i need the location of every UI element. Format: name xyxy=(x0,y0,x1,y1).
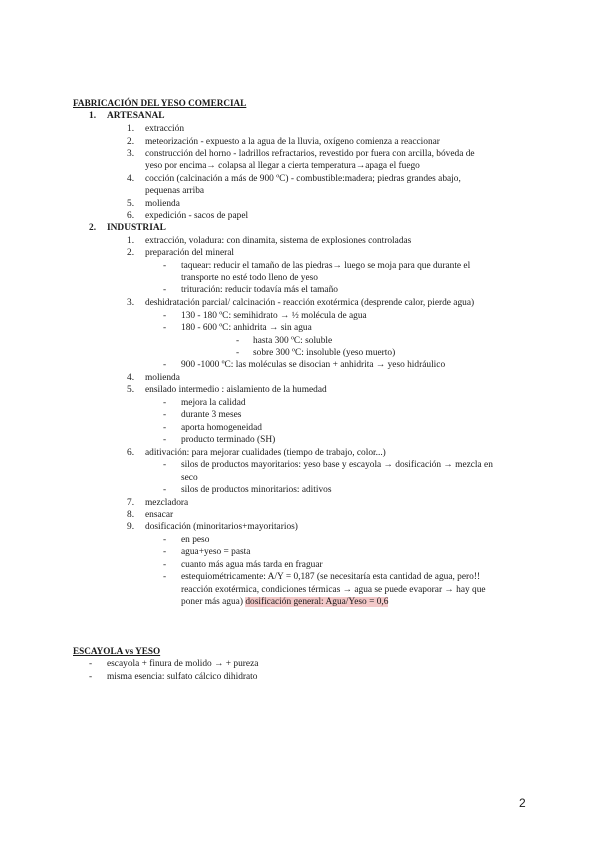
list-number: 7. xyxy=(127,498,135,508)
bullet-item: cuanto más agua más tarda en fraguar xyxy=(181,560,323,570)
list-item: meteorización - expuesto a la agua de la lluvia, oxígeno comienza a reaccionar xyxy=(145,137,440,147)
bullet-dash: - xyxy=(163,460,167,470)
bullet-item: 130 - 180 ºC: semihidrato → ½ molécula de agua xyxy=(181,311,367,321)
page-number: 2 xyxy=(519,796,526,810)
bullet-dash: - xyxy=(163,485,167,495)
list-number: 3. xyxy=(127,149,135,159)
list-number: 8. xyxy=(127,510,135,520)
bullet-dash: - xyxy=(163,410,167,420)
bullet-dash: - xyxy=(163,398,167,408)
bullet-dash: - xyxy=(163,285,167,295)
bullet-dash: - xyxy=(89,672,93,682)
bullet-item: en peso xyxy=(181,535,210,545)
list-item: cocción (calcinación a más de 900 ºC) - combustible:madera; piedras grandes abajo, xyxy=(145,174,461,184)
bullet-item-continuation: transporte no esté todo lleno de yeso xyxy=(181,273,318,283)
bullet-item: misma esencia: sulfato cálcico dihidrato xyxy=(107,672,258,682)
section-heading-escayola: ESCAYOLA vs YESO xyxy=(73,646,161,656)
bullet-item: silos de productos minoritarios: aditivos xyxy=(181,485,332,495)
list-number: 4. xyxy=(127,174,135,184)
bullet-dash: - xyxy=(236,336,240,346)
list-item: dosificación (minoritarios+mayoritarios) xyxy=(145,522,298,532)
list-number: 6. xyxy=(127,211,135,221)
list-number: 3. xyxy=(127,298,135,308)
bullet-subitem: hasta 300 ºC: soluble xyxy=(253,336,333,346)
list-number: 2. xyxy=(127,137,135,147)
bullet-item: mejora la calidad xyxy=(181,398,246,408)
list-item: extracción, voladura: con dinamita, sistema de explosiones controladas xyxy=(145,236,412,246)
bullet-dash: - xyxy=(163,547,167,557)
bullet-item-text: poner más agua) xyxy=(181,597,243,607)
list-item: construcción del horno - ladrillos refractarios, revestido por fuera con arcilla, bóveda de xyxy=(145,149,475,159)
list-number: 2. xyxy=(127,248,135,258)
bullet-item-continuation xyxy=(181,596,388,609)
bullet-item: trituración: reducir todavía más el tamaño xyxy=(181,285,338,295)
subsection-title-artesanal: ARTESANAL xyxy=(107,111,165,121)
list-number: 1. xyxy=(127,124,135,134)
list-number: 6. xyxy=(127,448,135,458)
list-item: mezcladora xyxy=(145,498,189,508)
section-heading-fabricacion: FABRICACIÓN DEL YESO COMERCIAL xyxy=(73,98,247,108)
bullet-item: durante 3 meses xyxy=(181,410,242,420)
list-number: 5. xyxy=(127,199,135,209)
list-item: expedición - sacos de papel xyxy=(145,211,249,221)
list-item-continuation: pequenas arriba xyxy=(145,186,205,196)
bullet-item-continuation: seco xyxy=(181,473,198,483)
bullet-item: estequiométricamente: A/Y = 0,187 (se necesitaría esta cantidad de agua, pero!! xyxy=(181,572,481,582)
bullet-item-continuation: reacción exotérmica, condiciones térmicas → agua se puede evaporar → hay que xyxy=(181,585,486,595)
bullet-item: aporta homogeneidad xyxy=(181,423,262,433)
bullet-dash: - xyxy=(89,659,93,669)
subsection-title-industrial: INDUSTRIAL xyxy=(107,223,166,233)
bullet-dash: - xyxy=(163,261,167,271)
bullet-dash: - xyxy=(163,535,167,545)
bullet-item: escayola + finura de molido → + pureza xyxy=(107,659,259,669)
bullet-dash: - xyxy=(163,323,167,333)
bullet-item: producto terminado (SH) xyxy=(181,435,276,445)
list-item: aditivación: para mejorar cualidades (tiempo de trabajo, color...) xyxy=(145,448,386,458)
bullet-dash: - xyxy=(163,311,167,321)
list-item: molienda xyxy=(145,373,180,383)
bullet-item: silos de productos mayoritarios: yeso base y escayola → dosificación → mezcla en xyxy=(181,460,493,470)
list-item: extracción xyxy=(145,124,185,134)
bullet-dash: - xyxy=(163,423,167,433)
list-number: 2. xyxy=(89,223,97,233)
bullet-item: 900 -1000 ºC: las moléculas se disocian + anhidrita → yeso hidráulico xyxy=(181,360,446,370)
list-number: 4. xyxy=(127,373,135,383)
list-item: ensacar xyxy=(145,510,174,520)
bullet-item: agua+yeso = pasta xyxy=(181,547,251,557)
list-item: ensilado intermedio : aislamiento de la humedad xyxy=(145,385,327,395)
list-item: deshidratación parcial/ calcinación - reacción exotérmica (desprende calor, pierde agua) xyxy=(145,298,475,308)
bullet-dash: - xyxy=(163,435,167,445)
bullet-dash: - xyxy=(236,348,240,358)
bullet-subitem: sobre 300 ºC: insoluble (yeso muerto) xyxy=(253,348,396,358)
bullet-item: taquear: reducir el tamaño de las piedras→ luego se moja para que durante el xyxy=(181,261,471,271)
list-item-continuation: yeso por encima→ colapsa al llegar a cierta temperatura→apaga el fuego xyxy=(145,161,420,171)
list-item: preparación del mineral xyxy=(145,248,235,258)
highlighted-text: dosificación general: Agua/Yeso = 0,6 xyxy=(245,597,389,607)
list-number: 9. xyxy=(127,522,135,532)
bullet-dash: - xyxy=(163,360,167,370)
bullet-dash: - xyxy=(163,572,167,582)
list-item: molienda xyxy=(145,199,180,209)
bullet-dash: - xyxy=(163,560,167,570)
bullet-item: 180 - 600 ºC: anhidrita → sin agua xyxy=(181,323,312,333)
list-number: 1. xyxy=(127,236,135,246)
list-number: 5. xyxy=(127,385,135,395)
list-number: 1. xyxy=(89,111,97,121)
